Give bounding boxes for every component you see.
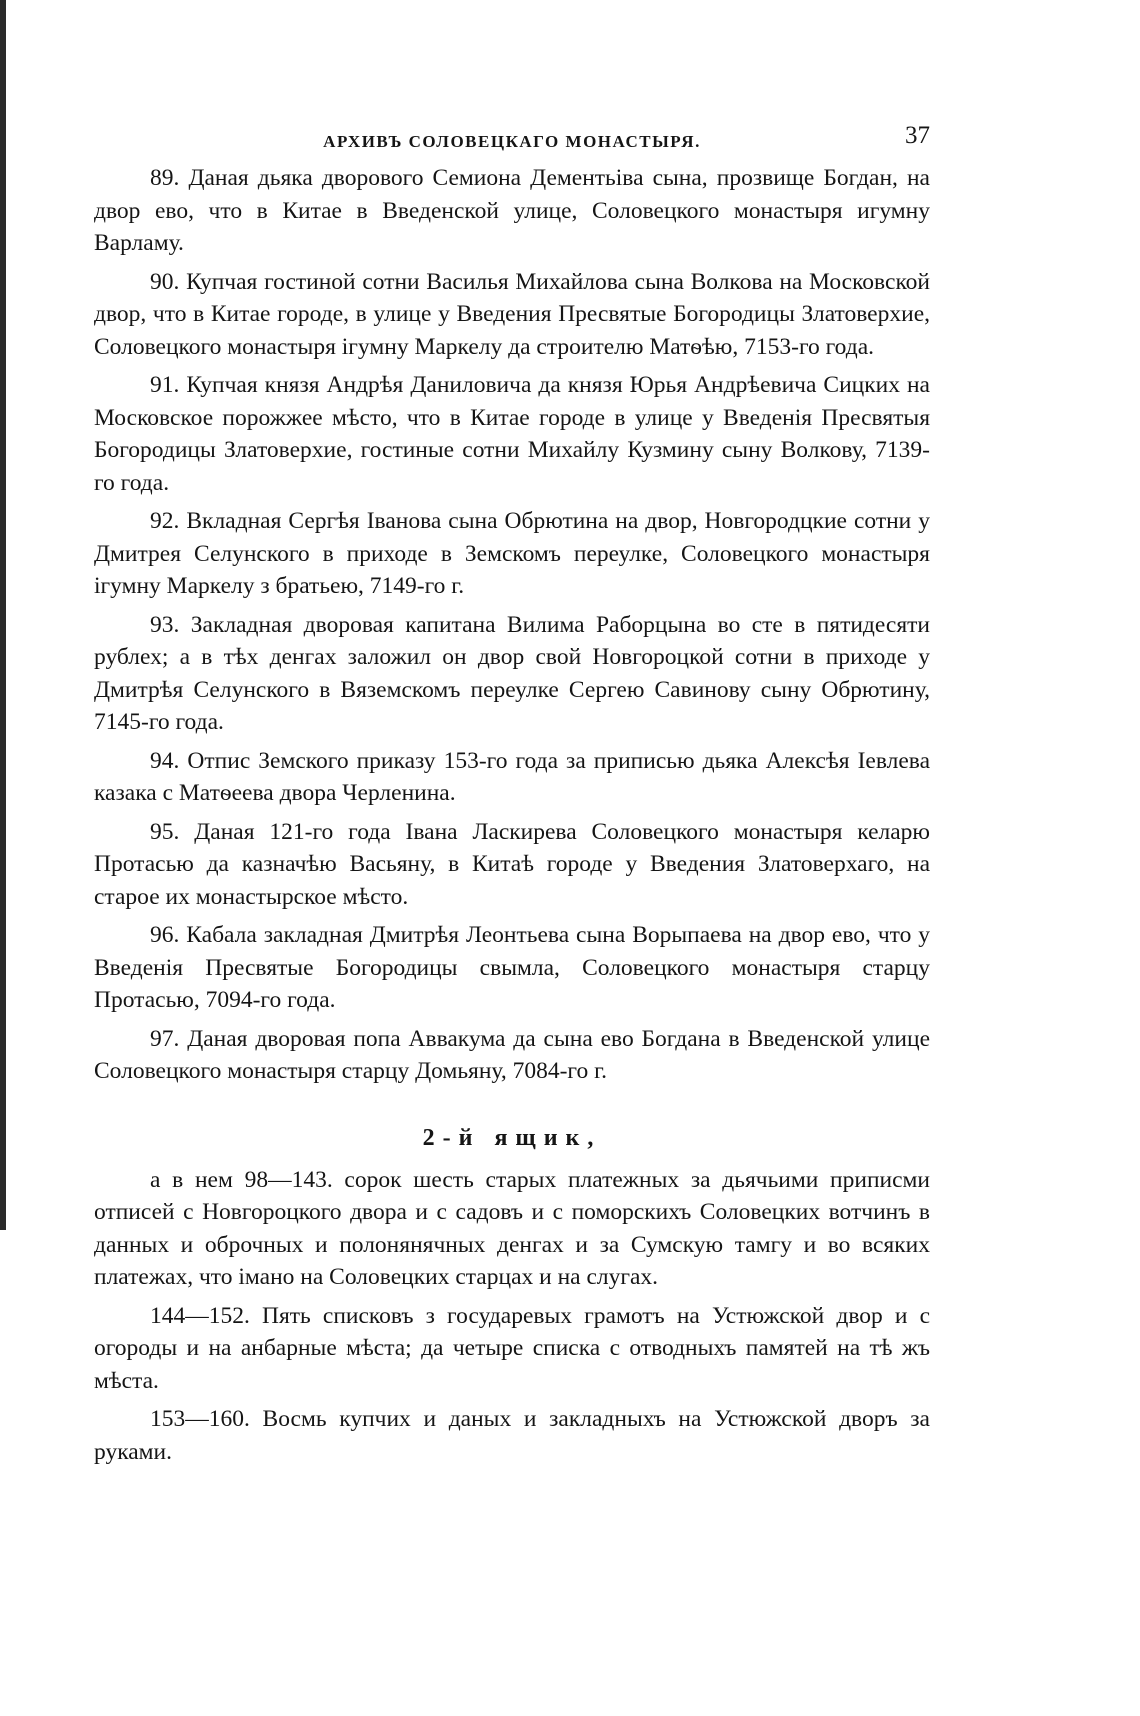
entry-paragraph — [94, 1403, 930, 1468]
entry-text: Закладная дворовая капитана Вилима Раборцына во сте в пятидесяти рублех; а в тѣх денгах заложил он двор свой Новгороцкой сотни в приходе у Дмитрѣя Селунского в Вяземскомъ переулке Сергею Савинову сыну Обрютину, 7145-го года. — [94, 611, 930, 735]
entries-list — [94, 162, 930, 1088]
entry-text: Даная дворовая попа Аввакума да сына ево Богдана в Введенской улице Соловецкого монастыря старцу Домьяну, 7084-го г. — [94, 1025, 930, 1084]
entry-paragraph — [94, 369, 930, 499]
entry-number: 94. — [150, 747, 180, 774]
entry-text: Даная дьяка дворового Семиона Дементьiва сына, прозвище Богдан, на двор ево, что в Китае в Введенской улице, Соловецкого монастыря игумну Варламу. — [94, 165, 930, 256]
entry-text: Даная 121-го года Івана Ласкирева Соловецкого монастыря келарю Протасью да казначѣю Васьяну, в Китаѣ городе у Введения Златоверхаго, на старое их монастырское мѣсто. — [94, 818, 930, 910]
entry-number: 95. — [150, 818, 180, 845]
entry-text: Купчая гостиной сотни Василья Михайлова сына Волкова на Московской двор, что в Китае городе, в улице у Введения Пресвятые Богородицы Златоверхие, Соловецкого монастыря ігумну Маркелу да строителю Матѳѣю, 7153-го года. — [94, 268, 931, 360]
entry-paragraph — [94, 1164, 930, 1294]
entry-text: Купчая князя Андрѣя Даниловича да князя Юрья Андрѣевича Сицких на Московское порожжее мѣсто, что в Китае городе в улице у Введенія Пресвятыя Богородицы Златоверхие, гостиные сотни Михайлу Кузмину сыну Волкову, 7139-го года. — [94, 372, 930, 496]
entry-number: 91. — [150, 372, 180, 398]
section-heading: 2-й ящик, — [422, 1124, 602, 1151]
entry-number: 97. — [150, 1025, 180, 1052]
page-number: 37 — [905, 122, 930, 149]
entry-paragraph — [94, 162, 930, 260]
entry-number: 144—152. — [150, 1302, 250, 1329]
entry-paragraph — [94, 745, 930, 810]
entry-number: 96. — [150, 922, 180, 948]
entry-paragraph — [94, 1023, 930, 1088]
entry-paragraph — [94, 505, 930, 603]
entry-number: 92. — [150, 508, 180, 534]
page-edge-line — [0, 0, 6, 1230]
running-header — [94, 112, 930, 162]
entry-text: Отпис Земского приказу 153-го года за приписью дьяка Алексѣя Іевлева казака с Матѳеева двора Черленина. — [94, 747, 931, 806]
entry-number: 93. — [150, 611, 180, 638]
entry-number: 90. — [150, 268, 180, 295]
entry-text: а в нем 98—143. сорок шесть старых платежных за дьячьими приписми отписей с Новгороцкого двора и с садовъ и с поморскихъ Соловецких вотчинъ в данных и оброчных и полонянячных денгах и за Сумскую тамгу и во всяких платежах, что імано на Соловецких старцах и на слугах. — [94, 1166, 930, 1290]
entry-paragraph — [94, 609, 930, 739]
entry-text: Кабала закладная Дмитрѣя Леонтьева сына Ворыпаева на двор ево, что у Введенія Пресвятые Богородицы свымла, Соловецкого монастыря старцу Протасью, 7094-го года. — [94, 922, 931, 1013]
running-title: АРХИВЪ СОЛОВЕЦКАГО МОНАСТЫРЯ. — [323, 132, 701, 151]
entry-paragraph — [94, 816, 930, 914]
entry-text: Пять списковъ з государевых грамотъ на Устюжской двор и с огороды и на анбарные мѣста; да четыре списка с отводныхъ памятей на тѣ жъ мѣста. — [94, 1302, 930, 1394]
entry-number: 89. — [150, 165, 180, 191]
entry-paragraph — [94, 1300, 930, 1398]
entry-text: Вкладная Сергѣя Іванова сына Обрютина на двор, Новгородцкие сотни у Дмитрея Селунского в приходе в Земскомъ переулке, Соловецкого монастыря ігумну Маркелу з братьею, 7149-го г. — [94, 508, 930, 599]
entry-paragraph — [94, 919, 930, 1017]
entry-text: Восмь купчих и даных и закладныхъ на Устюжской дворъ за руками. — [94, 1406, 930, 1465]
section-entries-list — [94, 1164, 930, 1469]
entry-paragraph — [94, 266, 930, 364]
entry-number: 153—160. — [150, 1406, 250, 1432]
book-page — [94, 112, 930, 1474]
